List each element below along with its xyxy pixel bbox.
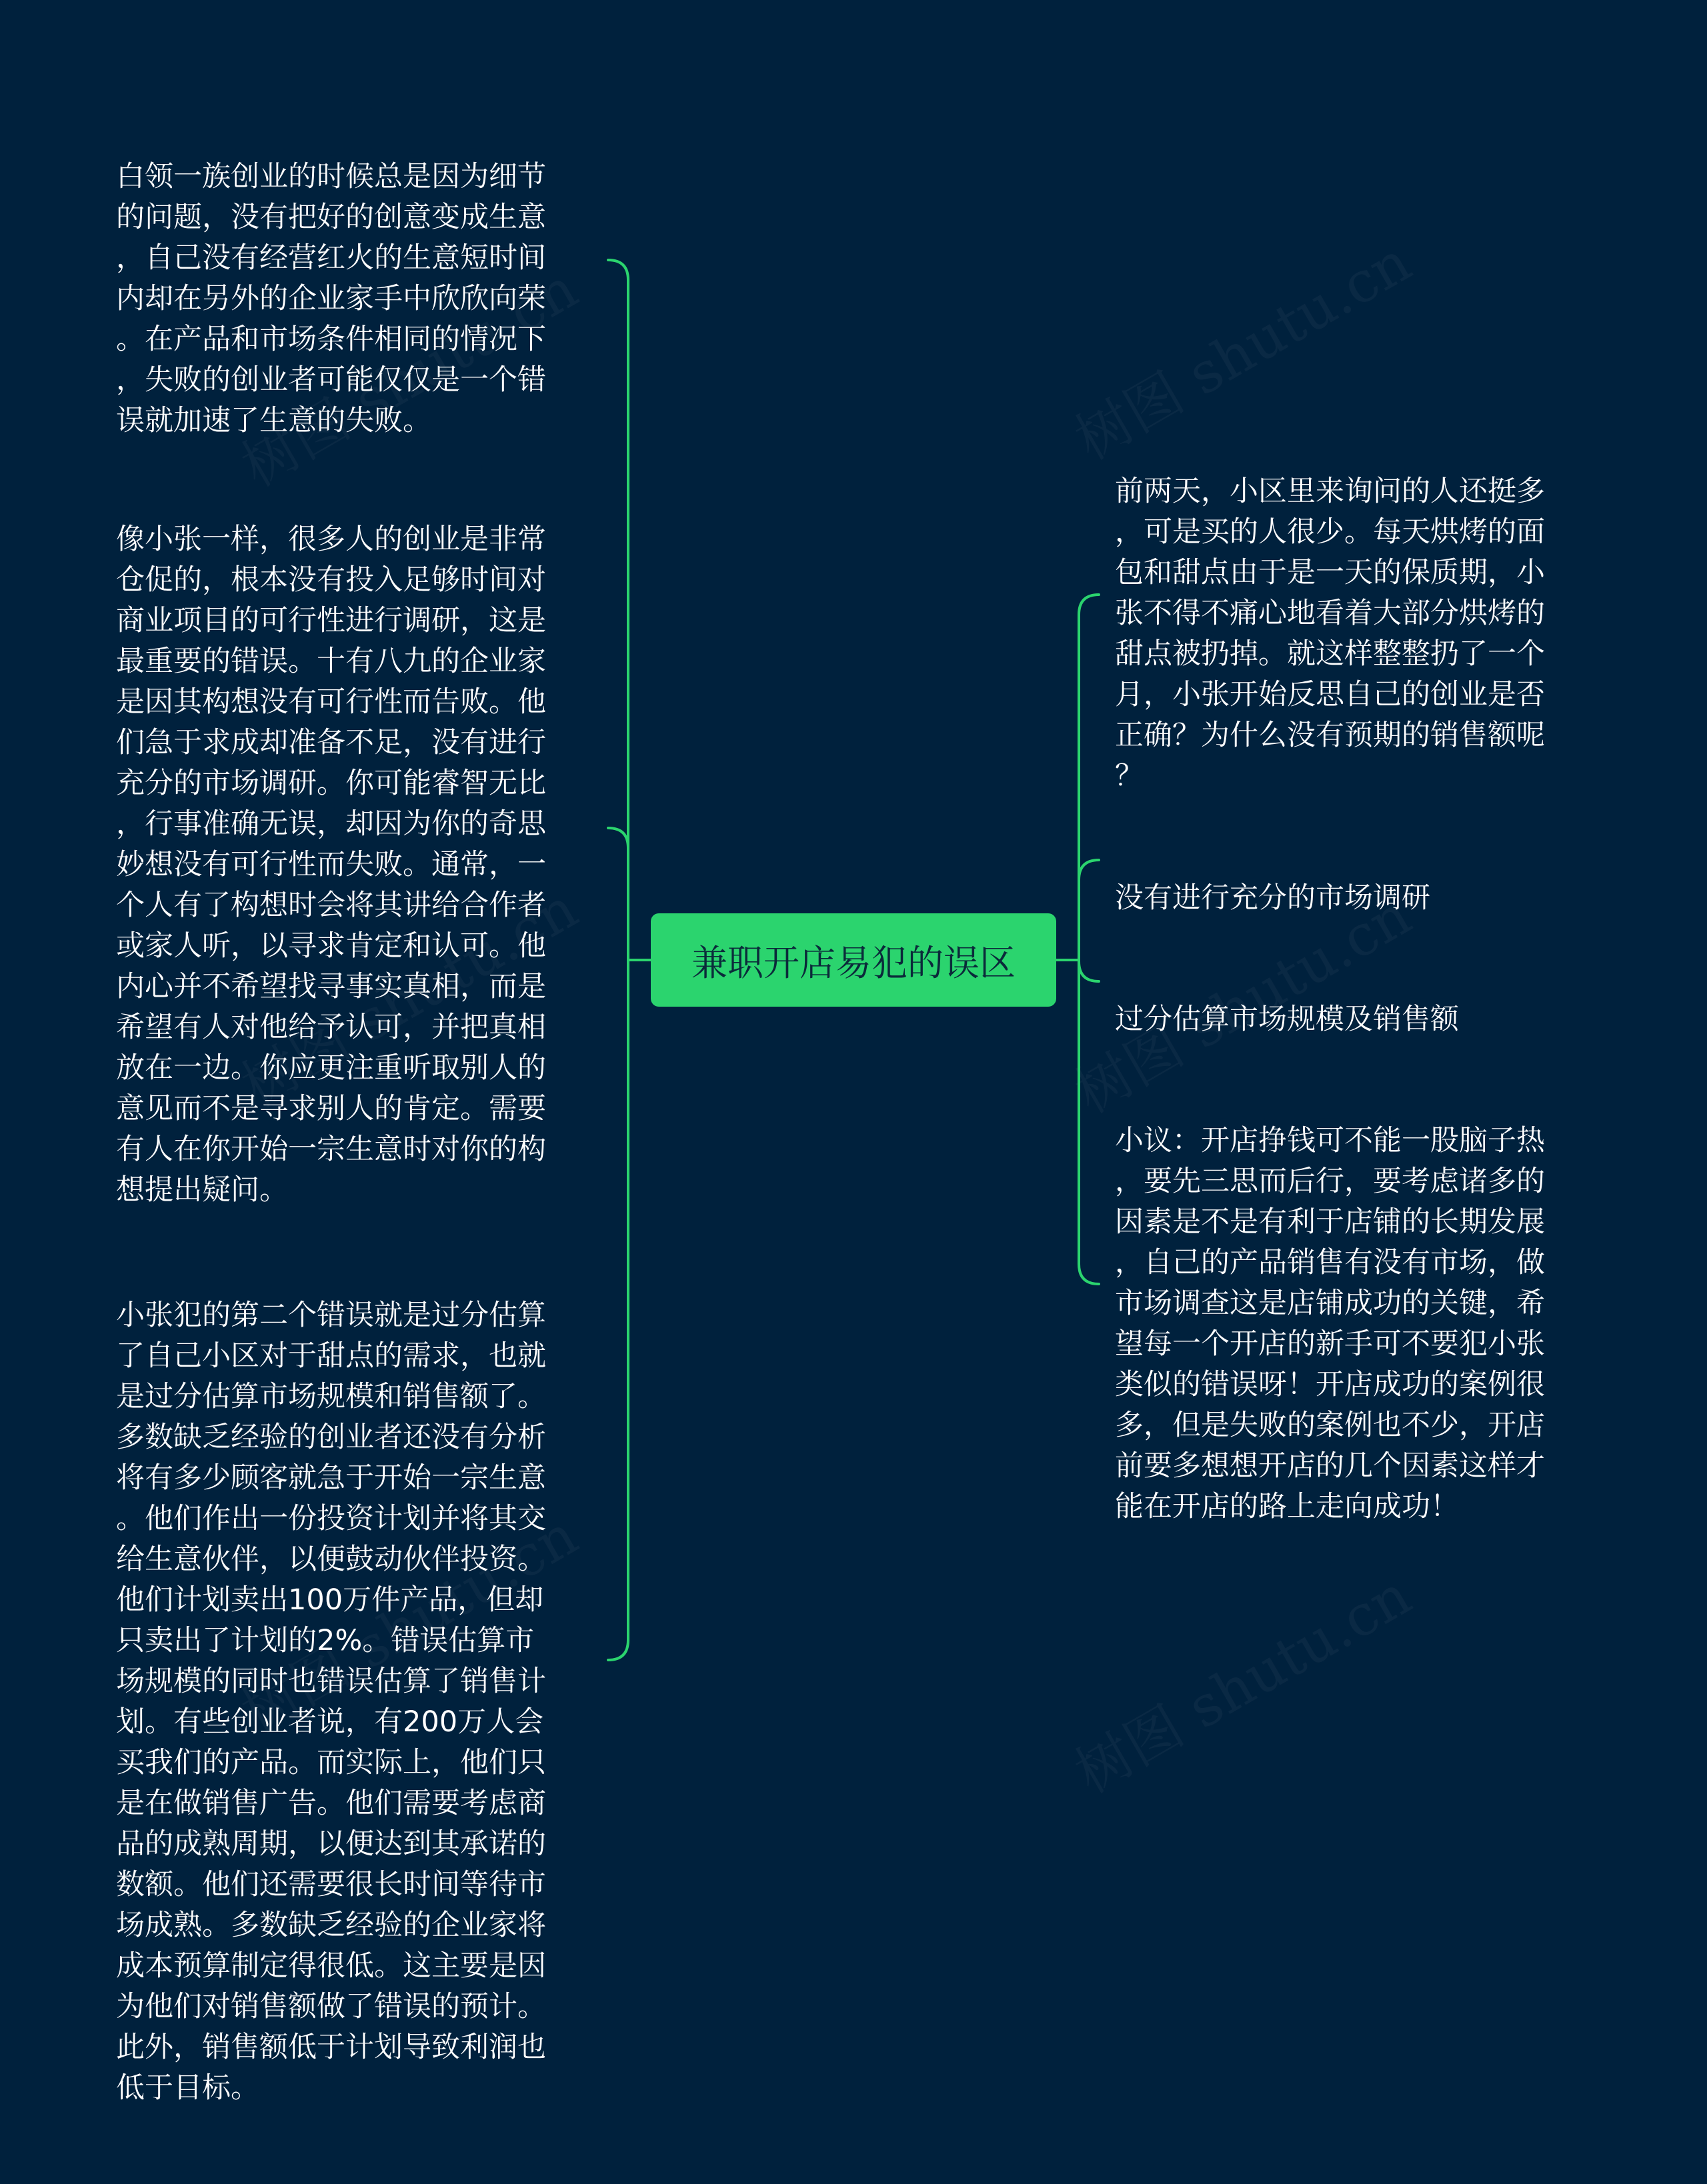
right-branch-node-4[interactable] xyxy=(1115,1080,1595,1527)
branch-text: 没有进行充分的市场调研 xyxy=(1115,881,1430,915)
branch-text: 白领一族创业的时候总是因为细节 的问题，没有把好的创意变成生意 ，自己没有经营红火的生意短时间 内却在另外的企业家手中欣欣向荣 。在产品和市场条件相同的情况下 ，失败的创业者可能仅仅是一个错 误就加速了生意的失败。 xyxy=(116,160,546,437)
right-branch-node-1[interactable] xyxy=(1115,431,1595,797)
branch-text: 像小张一样，很多人的创业是非常 仓促的，根本没有投入足够时间对 商业项目的可行性进行调研，这是 最重要的错误。十有八九的企业家 是因其构想没有可行性而告败。他 们急于求成却准备不足，没有进行 充分的市场调研。你可能睿智无比 ，行事准确无误，却因为你的奇思 妙想没有可行性而失败。通常，一 个人有了构想时会将其讲给合作者 或家人听，以寻求肯定和认可。他 内心并不希望找寻事实真相，而是 希望有人对他给予认可，并把真相 放在一边。你应更注重听取别人的 意见而不是寻求别人的肯定。需要 有人在你开始一宗生意时对你的构 想提出疑问。 xyxy=(116,523,546,1207)
branch-text: 小张犯的第二个错误就是过分估算 了自己小区对于甜点的需求，也就 是过分估算市场规模和销售额了。 多数缺乏经验的创业者还没有分析 将有多少顾客就急于开始一宗生意 。他们作出一份投资计划并将其交 给生意伙伴，以便鼓动伙伴投资。 他们计划卖出100万件产品，但却 只卖出了计划的2%。错误估算市 场规模的同时也错误估算了销售计 划。有些创业者说，有200万人会 买我们的产品。而实际上，他们只 是在做销售广告。他们需要考虑商 品的成熟周期，以便达到其承诺的 数额。他们还需要很长时间等待市 场成熟。多数缺乏经验的企业家将 成本预算制定得很低。这主要是因 为他们对销售额做了错误的预计。 此外，销售额低于计划导致利润也 低于目标。 xyxy=(116,1299,546,2105)
connector-right-branch-3 xyxy=(1079,961,1099,981)
branch-text: 小议：开店挣钱可不能一股脑子热 ，要先三思而后行，要考虑诸多的 因素是不是有利于店铺的长期发展 ，自己的产品销售有没有市场，做 市场调查这是店铺成功的关键，希 望每一个开店的新手可不要犯小张 类似的错误呀！开店成功的案例很 多，但是失败的案例也不少，开店 前要多想想开店的几个因素这样才 能在开店的路上走向成功！ xyxy=(1115,1124,1545,1523)
central-topic-node[interactable] xyxy=(651,913,1056,1007)
left-branch-node-1[interactable] xyxy=(116,116,583,441)
connector-right-branch-2 xyxy=(1079,860,1099,880)
branch-text: 过分估算市场规模及销售额 xyxy=(1115,1003,1459,1036)
connector-right-trunk xyxy=(1079,595,1099,1284)
central-topic-label: 兼职开店易犯的误区 xyxy=(691,941,1016,984)
connector-left-branch-2 xyxy=(608,828,628,848)
left-branch-node-3[interactable] xyxy=(116,1255,583,2109)
branch-text: 前两天，小区里来询问的人还挺多 ，可是买的人很少。每天烘烤的面 包和甜点由于是一天的保质期，小 张不得不痛心地看着大部分烘烤的 甜点被扔掉。就这样整整扔了一个 月，小张开始反思自己的创业是否 正确？为什么没有预期的销售额呢 ？ xyxy=(1115,475,1545,793)
left-branch-node-2[interactable] xyxy=(116,479,583,1211)
connector-left-trunk xyxy=(608,260,628,1660)
right-branch-node-2[interactable] xyxy=(1115,837,1595,919)
right-branch-node-3[interactable] xyxy=(1115,959,1595,1040)
